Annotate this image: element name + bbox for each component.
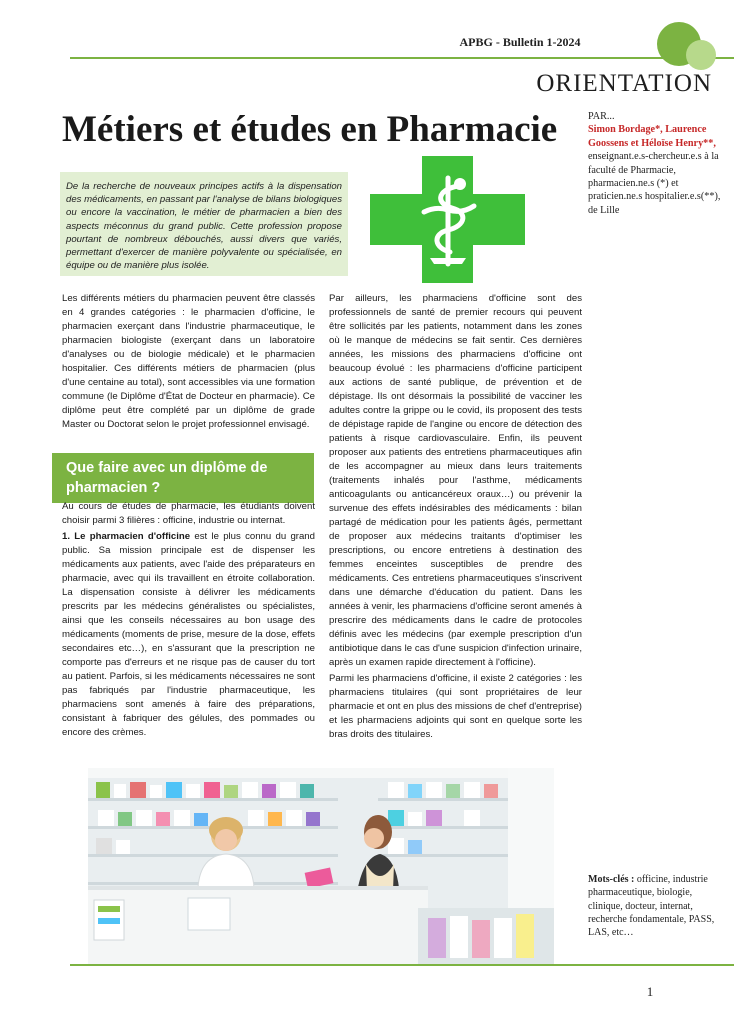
header-rule [70,57,734,59]
byline-par: PAR... [588,111,615,122]
paragraph-lead: 1. Le pharmacien d'officine [62,531,191,542]
byline-authors: Simon Bordage*, Laurence Goossens et Héloïse Henry**, [588,124,716,149]
column-2 [329,292,582,744]
pharmacy-photo [88,768,554,964]
byline-affiliation: enseignant.e.s-chercheur.e.s à la faculté de Pharmacie, pharmacien.ne.s (*) et praticien.ne.s hospitalier.e.s(**), de Lille [588,151,721,216]
decor-circle-small [686,40,716,70]
paragraph: Les différents métiers du pharmacien peuvent être classés en 4 grandes catégories : le pharmacien d'officine, le pharmacien exerçant dans l'industrie pharmaceutique, le pharmacien biologiste (exerçant dans un laboratoire d'analyses ou de biologie médicale) et le pharmacien hospitalier. Ces différents métiers de pharmacien (plus d'une centaine au total), sont accessibles via une formation commune (le Diplôme d'État de Docteur en pharmacie). Ce diplôme peut être complété par un diplôme de grade Master ou Doctorat selon le projet professionnel envisagé. [62,293,315,430]
keywords-label: Mots-clés : [588,874,635,885]
paragraph: Par ailleurs, les pharmaciens d'officine sont des professionnels de santé de premier recours qui peuvent être sollicités par les patients, notamment dans les zones où le manque de médecins se fait sentir. Ces dernières années, les missions des pharmaciens d'officine ont beaucoup évolué : les pharmaciens d'officine participent aux actions de santé publique, de prévention et de dépistage. Ils ont désormais la possibilité de vacciner les adultes contre la grippe ou le covid, ils proposent des tests de dépistage rapide de l'angine ou encore de détection des patients à risque cardiovasculaire. Enfin, ils peuvent proposer aux patients des entretiens pharmaceutiques afin de les accompagner au mieux dans leurs traitements (traitements inhalés pour l'asthme, médicaments anticoagulants ou anticancéreux oraux…) ou prévenir la survenue des effets indésirables des médicaments : bilan partagé de médication pour les patients âgés, permettant de proposer aux médecins traitants d'optimiser les prescriptions, ou encore entretiens à destination des femmes enceintes susceptibles de prendre des médicaments. Ces entretiens pharmaceutiques s'inscrivent dans une démarche d'éducation du patient. Dans les années à venir, les pharmaciens d'officine seront amenés à prescrire des médicaments dans le cadre de protocoles définis avec les médecins (par exemple prescription d'un antibiotique dans le cas d'une suspicion d'infection urinaire, après un examen rapide directement à l'officine). [329,293,582,668]
footer-rule [70,964,734,966]
paragraph-text: est le plus connu du grand public. Sa mission principale est de dispenser les médicaments aux patients, avec l'aide des préparateurs en pharmacie, avec qui ils travaillent en étroite collaboration. La dispensation consiste à délivrer les médicaments prescrits par les médecins généralistes ou spécialistes, ainsi que les conseils nécessaires au bon usage des médicaments (moments de prise, mesure de la dose, effets secondaires etc…), en s'assurant que la prescription ne comporte pas d'erreurs et ne risque pas de causer du tort au patient. Parfois, si les médicaments nécessaires ne sont pas fabriqués par l'industrie pharmaceutique, les pharmaciens sont amenés à faire des préparations, consistant à fabriquer des gélules, des pommades ou encore des crèmes. [62,531,315,738]
paragraph: Au cours de études de pharmacie, les étudiants doivent choisir parmi 3 filières : officine, industrie ou internat. [62,501,315,526]
keywords [588,873,724,939]
column-1-top [62,292,315,434]
pharmacy-cross-icon [370,156,525,283]
keywords-text: officine, industrie pharmaceutique, biologie, clinique, docteur, internat, recherche fondamentale, PASS, LAS, etc… [588,874,715,939]
article-title: Métiers et études en Pharmacie [62,109,558,150]
page-number: 1 [646,984,654,999]
byline [588,110,724,217]
column-1-bottom [62,500,315,742]
section-label: ORIENTATION [536,70,712,97]
paragraph [62,530,315,740]
bulletin-label: APBG - Bulletin 1-2024 [459,35,581,49]
paragraph: Parmi les pharmaciens d'officine, il existe 2 catégories : les pharmaciens titulaires (qui sont propriétaires de leur pharmacie et ont en plus des missions de chef d'entreprise) et les pharmaciens adjoints qui sont en quelque sorte les bras droits des titulaires. [329,673,583,740]
intro-box: De la recherche de nouveaux principes actifs à la dispensation des médicaments, en passant par l'analyse de bilans biologiques ou encore la vaccination, le métier de pharmacien a bien des aspects méconnus du grand public. Cette profession propose pourtant de nombreux débouchés, aussi divers que variés, permettant d'exercer de manière polyvalente ou spécialisée, en équipe ou de manière plus isolée. [60,172,348,276]
section-heading: Que faire avec un diplôme de pharmacien ? [52,453,314,503]
